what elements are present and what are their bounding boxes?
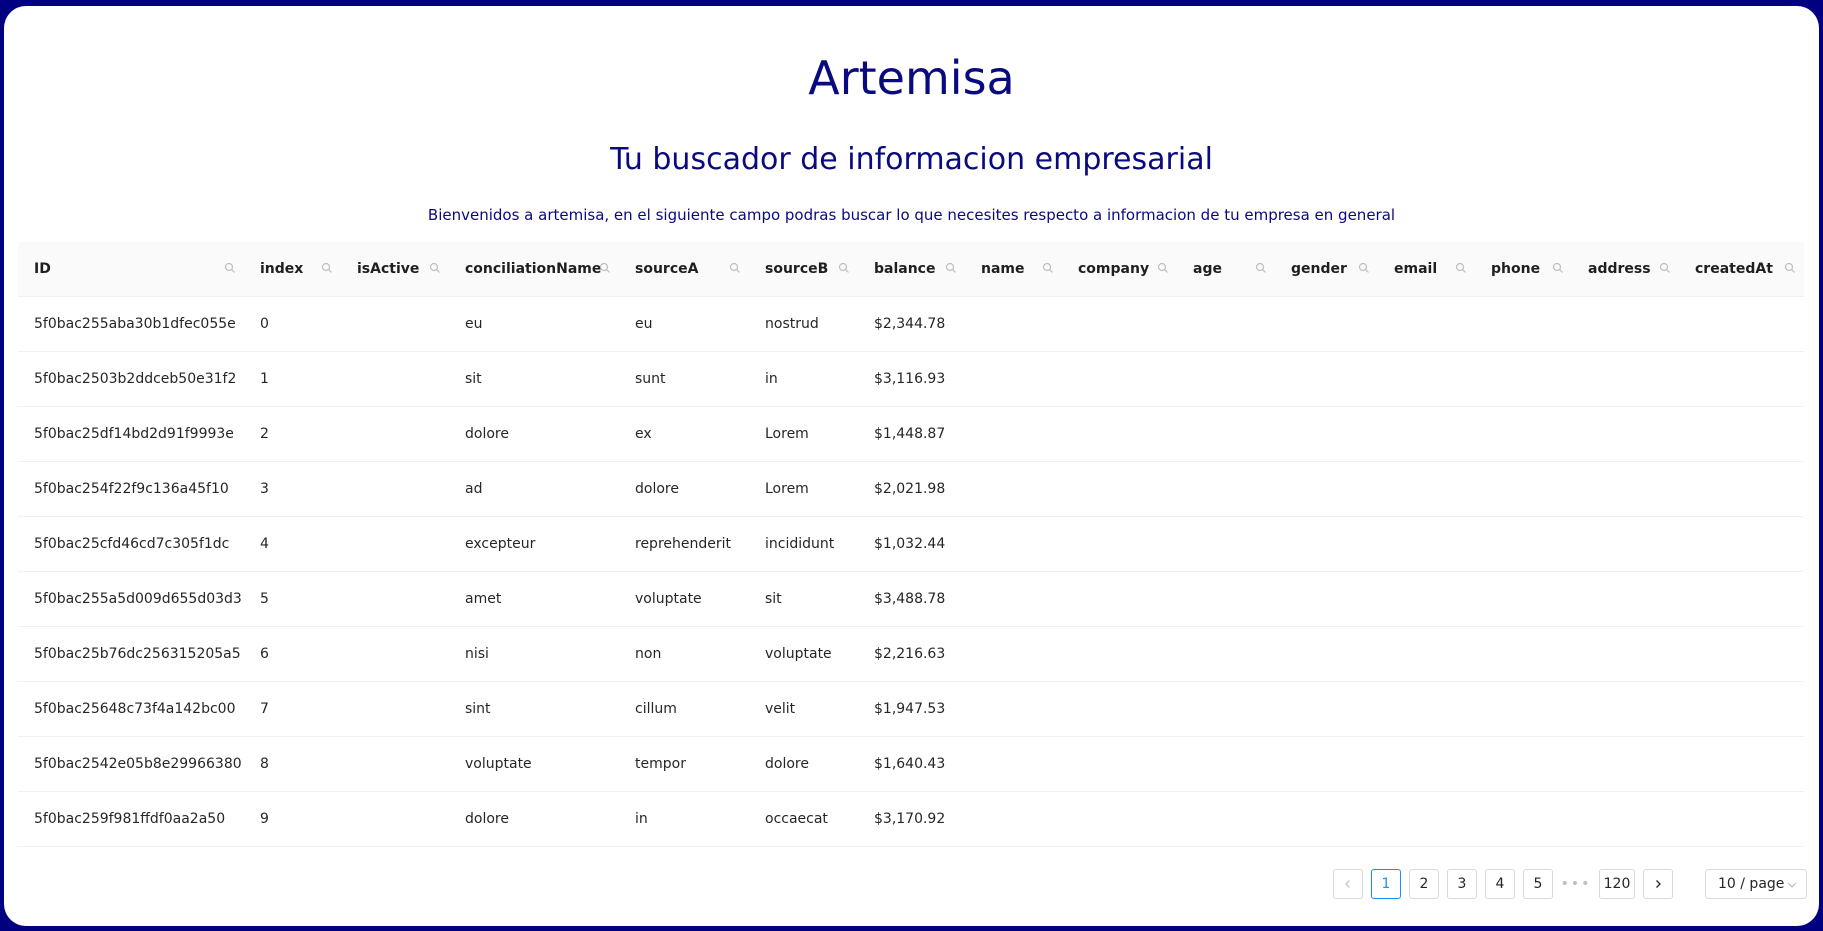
search-icon[interactable] — [729, 262, 741, 274]
prev-page-button[interactable] — [1333, 869, 1363, 899]
table-cell — [341, 572, 449, 627]
column-header-company — [1062, 242, 1177, 297]
search-icon[interactable] — [1358, 262, 1370, 274]
table-cell: 3 — [244, 462, 341, 517]
search-icon[interactable] — [1157, 262, 1169, 274]
table-cell: 0 — [244, 297, 341, 352]
table-cell: nostrud — [749, 297, 858, 352]
table-cell — [341, 627, 449, 682]
table-cell — [1572, 462, 1679, 517]
column-header-address — [1572, 242, 1679, 297]
table-cell — [965, 572, 1062, 627]
table-cell — [1062, 737, 1177, 792]
table-cell: $1,032.44 — [858, 517, 965, 572]
table-cell — [341, 682, 449, 737]
table-cell — [1679, 792, 1804, 847]
table-cell: sint — [449, 682, 619, 737]
table-cell — [1679, 517, 1804, 572]
column-header-label: sourceA — [635, 261, 699, 277]
column-header-label: isActive — [357, 261, 420, 277]
table-cell: 5f0bac254f22f9c136a45f10 — [18, 462, 244, 517]
search-icon[interactable] — [1255, 262, 1267, 274]
table-cell — [1572, 407, 1679, 462]
page-size-select[interactable] — [1705, 869, 1807, 899]
table-cell — [1177, 297, 1275, 352]
table-cell — [341, 517, 449, 572]
table-cell: tempor — [619, 737, 749, 792]
table-cell — [1177, 517, 1275, 572]
column-header-id — [18, 242, 244, 297]
table-cell — [1177, 682, 1275, 737]
table-cell — [1572, 352, 1679, 407]
table-cell: incididunt — [749, 517, 858, 572]
table-cell: 5f0bac2542e05b8e29966380 — [18, 737, 244, 792]
table-cell — [1679, 627, 1804, 682]
table-row — [18, 352, 1804, 407]
table-row — [18, 297, 1804, 352]
table-cell — [1062, 517, 1177, 572]
table-cell: voluptate — [619, 572, 749, 627]
chevron-down-icon — [1786, 879, 1798, 891]
table-row — [18, 682, 1804, 737]
column-header-gender — [1275, 242, 1378, 297]
page-4-button[interactable]: 4 — [1485, 869, 1515, 899]
table-cell: in — [749, 352, 858, 407]
table-cell: Lorem — [749, 407, 858, 462]
table-cell — [1475, 792, 1572, 847]
table-cell — [1475, 462, 1572, 517]
chevron-right-icon — [1653, 879, 1663, 889]
table-cell — [341, 462, 449, 517]
table-cell: $3,488.78 — [858, 572, 965, 627]
table-cell — [1679, 297, 1804, 352]
table-cell — [1062, 462, 1177, 517]
page-120-button[interactable]: 120 — [1599, 869, 1635, 899]
column-header-balance — [858, 242, 965, 297]
table-cell — [1177, 737, 1275, 792]
column-header-email — [1378, 242, 1475, 297]
table-cell: 6 — [244, 627, 341, 682]
table-cell — [965, 517, 1062, 572]
page-1-button[interactable]: 1 — [1371, 869, 1401, 899]
search-icon[interactable] — [599, 262, 611, 274]
search-icon[interactable] — [224, 262, 236, 274]
table-cell — [1378, 462, 1475, 517]
table-cell: reprehenderit — [619, 517, 749, 572]
table-cell — [1475, 737, 1572, 792]
table-row — [18, 627, 1804, 682]
column-header-label: sourceB — [765, 261, 829, 277]
column-header-label: balance — [874, 261, 936, 277]
table-cell: 2 — [244, 407, 341, 462]
table-cell — [1177, 407, 1275, 462]
table-cell — [1475, 352, 1572, 407]
search-icon[interactable] — [429, 262, 441, 274]
table-cell — [1275, 517, 1378, 572]
table-cell — [1378, 407, 1475, 462]
column-header-index — [244, 242, 341, 297]
table-cell: ad — [449, 462, 619, 517]
search-icon[interactable] — [945, 262, 957, 274]
table-cell: 9 — [244, 792, 341, 847]
table-cell — [1679, 737, 1804, 792]
search-icon[interactable] — [1784, 262, 1796, 274]
column-header-label: conciliationName — [465, 261, 602, 277]
table-cell — [1572, 572, 1679, 627]
chevron-left-icon — [1343, 879, 1353, 889]
table-cell: 5 — [244, 572, 341, 627]
table-cell — [1062, 352, 1177, 407]
table-cell: dolore — [449, 792, 619, 847]
table-cell — [1475, 627, 1572, 682]
table-cell — [1177, 462, 1275, 517]
table-cell: 5f0bac25df14bd2d91f9993e — [18, 407, 244, 462]
search-icon[interactable] — [1455, 262, 1467, 274]
table-cell — [341, 297, 449, 352]
table-cell: 8 — [244, 737, 341, 792]
column-header-isactive — [341, 242, 449, 297]
table-cell: velit — [749, 682, 858, 737]
table-cell — [1679, 572, 1804, 627]
table-cell — [1275, 352, 1378, 407]
column-header-name — [965, 242, 1062, 297]
table-cell — [1679, 682, 1804, 737]
table-cell — [965, 627, 1062, 682]
table-cell — [1275, 462, 1378, 517]
column-header-sourceb — [749, 242, 858, 297]
next-page-button[interactable] — [1643, 869, 1673, 899]
table-cell: $1,448.87 — [858, 407, 965, 462]
column-header-label: company — [1078, 261, 1150, 277]
table-cell — [341, 737, 449, 792]
table-cell: $3,170.92 — [858, 792, 965, 847]
data-table — [18, 242, 1804, 847]
table-cell — [1378, 627, 1475, 682]
table-cell — [1275, 407, 1378, 462]
table-cell: $2,021.98 — [858, 462, 965, 517]
table-cell — [965, 462, 1062, 517]
table-cell — [1275, 737, 1378, 792]
table-cell: $2,344.78 — [858, 297, 965, 352]
table-row — [18, 517, 1804, 572]
table-cell: 4 — [244, 517, 341, 572]
table-cell — [1062, 572, 1177, 627]
table-cell: $1,640.43 — [858, 737, 965, 792]
table-cell: 5f0bac25b76dc256315205a5 — [18, 627, 244, 682]
table-cell — [1378, 517, 1475, 572]
table-cell: ex — [619, 407, 749, 462]
table-cell: voluptate — [749, 627, 858, 682]
table-cell — [1378, 352, 1475, 407]
search-icon[interactable] — [838, 262, 850, 274]
table-cell — [341, 792, 449, 847]
column-header-label: email — [1394, 261, 1438, 277]
table-cell: dolore — [749, 737, 858, 792]
column-header-label: address — [1588, 261, 1651, 277]
table-cell: sit — [749, 572, 858, 627]
table-cell — [1572, 627, 1679, 682]
table-cell — [965, 407, 1062, 462]
column-header-label: age — [1193, 261, 1222, 277]
column-header-label: phone — [1491, 261, 1541, 277]
page-5-button[interactable]: 5 — [1523, 869, 1553, 899]
table-row — [18, 462, 1804, 517]
column-header-conciliationname — [449, 242, 619, 297]
table-cell — [965, 297, 1062, 352]
table-cell: cillum — [619, 682, 749, 737]
table-cell — [965, 737, 1062, 792]
page-2-button[interactable]: 2 — [1409, 869, 1439, 899]
table-cell: sit — [449, 352, 619, 407]
column-header-label: index — [260, 261, 304, 277]
table-cell: 5f0bac255a5d009d655d03d3 — [18, 572, 244, 627]
table-cell — [1062, 792, 1177, 847]
table-cell — [1378, 792, 1475, 847]
table-cell — [1177, 792, 1275, 847]
table-cell — [1062, 407, 1177, 462]
table-cell — [1275, 682, 1378, 737]
table-cell — [1679, 407, 1804, 462]
table-cell — [1475, 297, 1572, 352]
table-cell — [965, 792, 1062, 847]
table-cell: $1,947.53 — [858, 682, 965, 737]
table-cell — [1062, 682, 1177, 737]
table-cell: excepteur — [449, 517, 619, 572]
pagination — [1333, 868, 1807, 900]
page-3-button[interactable]: 3 — [1447, 869, 1477, 899]
column-header-createdat — [1679, 242, 1804, 297]
welcome-text: Bienvenidos a artemisa, en el siguiente campo podras buscar lo que necesites respecto a informacion de tu empresa en general — [427, 206, 1396, 224]
table-cell — [341, 352, 449, 407]
table-cell — [1177, 352, 1275, 407]
table-cell: 1 — [244, 352, 341, 407]
table-cell — [1572, 737, 1679, 792]
table-cell — [1572, 517, 1679, 572]
table-cell: $2,216.63 — [858, 627, 965, 682]
column-header-sourcea — [619, 242, 749, 297]
table-cell — [1275, 627, 1378, 682]
table-cell — [1062, 297, 1177, 352]
table-cell — [1475, 682, 1572, 737]
table-cell — [1679, 352, 1804, 407]
table-cell: 7 — [244, 682, 341, 737]
table-cell — [1475, 407, 1572, 462]
table-cell — [1572, 297, 1679, 352]
app-frame — [4, 6, 1819, 926]
page-subtitle: Tu buscador de informacion empresarial — [610, 142, 1213, 177]
table-cell — [1378, 737, 1475, 792]
table-cell: amet — [449, 572, 619, 627]
table-row — [18, 572, 1804, 627]
table-cell: $3,116.93 — [858, 352, 965, 407]
table-cell: 5f0bac25648c73f4a142bc00 — [18, 682, 244, 737]
table-cell — [1378, 297, 1475, 352]
table-cell — [1572, 682, 1679, 737]
page-size-value: 10 / page — [1718, 876, 1785, 892]
table-cell — [1275, 792, 1378, 847]
table-header — [18, 242, 1804, 297]
table-cell: eu — [449, 297, 619, 352]
table-cell: non — [619, 627, 749, 682]
column-header-age — [1177, 242, 1275, 297]
table-cell: voluptate — [449, 737, 619, 792]
table-cell — [1177, 572, 1275, 627]
column-header-label: gender — [1291, 261, 1347, 277]
table-cell — [341, 407, 449, 462]
table-cell — [1062, 627, 1177, 682]
table-cell: 5f0bac255aba30b1dfec055e — [18, 297, 244, 352]
table-cell — [1275, 297, 1378, 352]
search-icon[interactable] — [1552, 262, 1564, 274]
page-title: Artemisa — [808, 51, 1015, 105]
table-cell: 5f0bac259f981ffdf0aa2a50 — [18, 792, 244, 847]
table-row — [18, 792, 1804, 847]
table-cell: occaecat — [749, 792, 858, 847]
search-icon[interactable] — [321, 262, 333, 274]
table-cell: dolore — [619, 462, 749, 517]
table-cell — [1275, 572, 1378, 627]
table-cell: sunt — [619, 352, 749, 407]
column-header-label: name — [981, 261, 1025, 277]
search-icon[interactable] — [1659, 262, 1671, 274]
table-cell — [965, 352, 1062, 407]
table-cell — [1679, 462, 1804, 517]
search-icon[interactable] — [1042, 262, 1054, 274]
table-cell — [965, 682, 1062, 737]
table-cell — [1378, 572, 1475, 627]
table-cell: dolore — [449, 407, 619, 462]
table-cell: 5f0bac25cfd46cd7c305f1dc — [18, 517, 244, 572]
table-cell — [1177, 627, 1275, 682]
pagination-ellipsis[interactable]: ••• — [1560, 876, 1592, 892]
table-cell — [1475, 517, 1572, 572]
column-header-phone — [1475, 242, 1572, 297]
table-cell: Lorem — [749, 462, 858, 517]
table-cell — [1475, 572, 1572, 627]
column-header-label: createdAt — [1695, 261, 1773, 277]
table-row — [18, 407, 1804, 462]
table-cell: 5f0bac2503b2ddceb50e31f2 — [18, 352, 244, 407]
table-row — [18, 737, 1804, 792]
column-header-label: ID — [34, 261, 51, 277]
table-cell: nisi — [449, 627, 619, 682]
table-cell: eu — [619, 297, 749, 352]
table-cell — [1572, 792, 1679, 847]
table-cell: in — [619, 792, 749, 847]
table-cell — [1378, 682, 1475, 737]
table-body — [18, 297, 1804, 847]
